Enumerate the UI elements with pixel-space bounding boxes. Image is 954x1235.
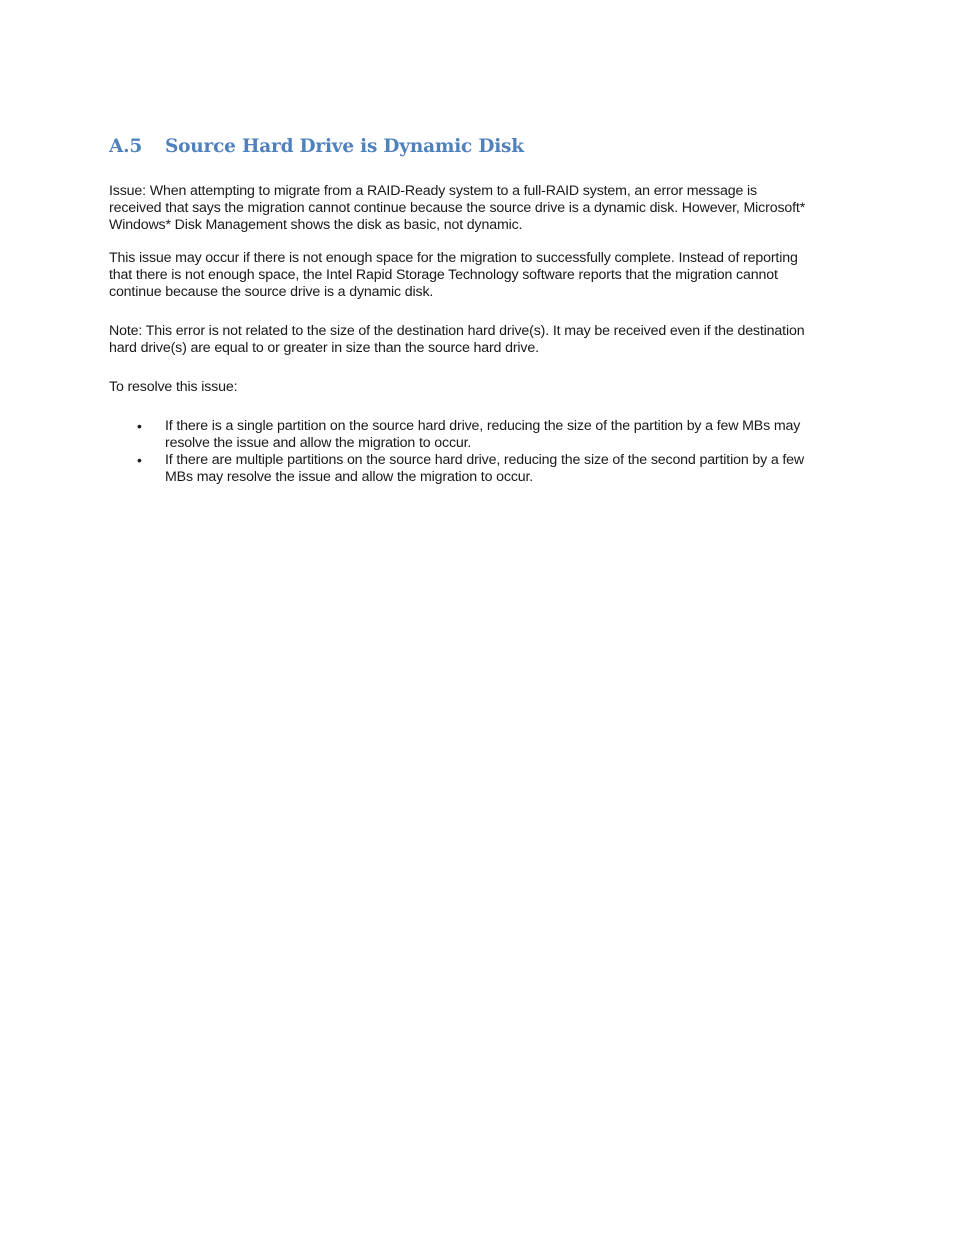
- bullet-icon: •: [137, 418, 142, 434]
- occurrence-paragraph: This issue may occur if there is not enough space for the migration to successfully complete. Instead of reporting that there is not enough space, the Intel Rapid Storage Technology software reports that the migration cannot continue because the source drive is a dynamic disk.: [109, 250, 798, 300]
- list-item: [109, 418, 805, 452]
- issue-paragraph: Issue: When attempting to migrate from a RAID-Ready system to a full-RAID system, an error message is received that says the migration cannot continue because the source drive is a dynamic disk. However, Microsoft* Windows* Disk Management shows the disk as basic, not dynamic.: [109, 183, 806, 233]
- section-title: Source Hard Drive is Dynamic Disk: [165, 136, 524, 157]
- section-number: A.5: [109, 136, 143, 157]
- list-item: [109, 452, 805, 486]
- bullet-icon: •: [137, 452, 142, 468]
- note-paragraph: Note: This error is not related to the size of the destination hard drive(s). It may be received even if the destination hard drive(s) are equal to or greater in size than the source hard drive.: [109, 323, 805, 356]
- list-item-text: If there are multiple partitions on the source hard drive, reducing the size of the second partition by a few MBs may resolve the issue and allow the migration to occur.: [165, 452, 805, 485]
- list-item-text: If there is a single partition on the source hard drive, reducing the size of the partition by a few MBs may resolve the issue and allow the migration to occur.: [165, 418, 801, 451]
- section-heading: [109, 135, 809, 159]
- resolve-intro: To resolve this issue:: [109, 379, 238, 395]
- resolution-list: [109, 418, 809, 486]
- document-page: [109, 135, 809, 486]
